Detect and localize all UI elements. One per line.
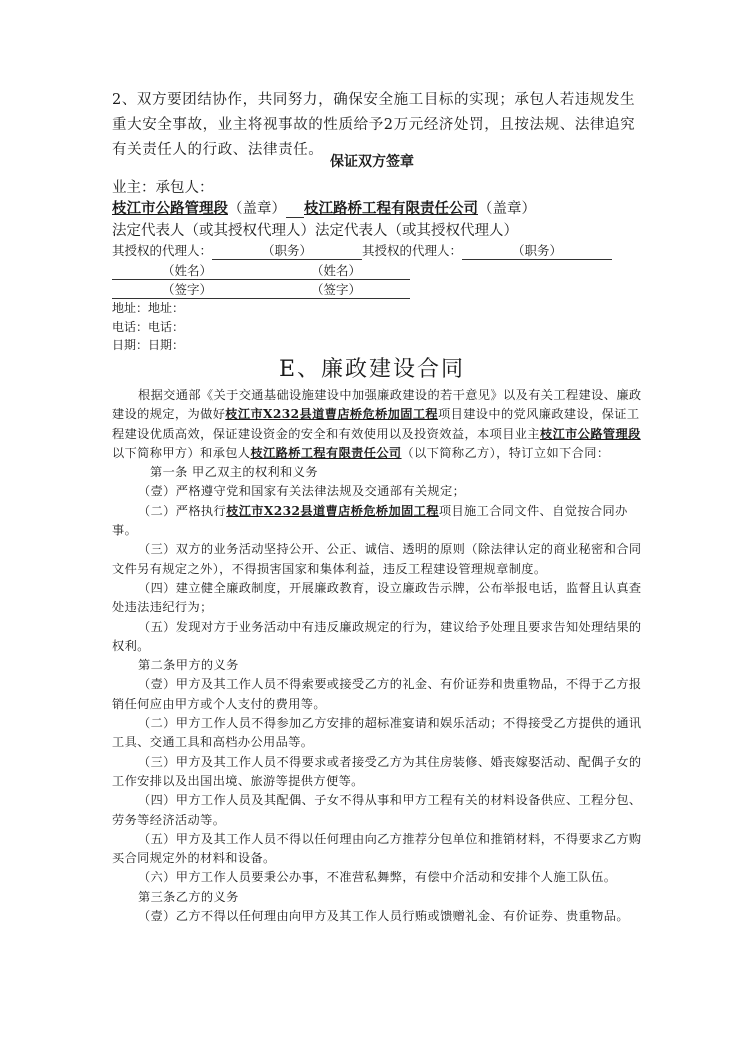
legal-representative-line: 法定代表人（或其授权代理人）法定代表人（或其授权代理人） (112, 223, 518, 239)
owner-name: 枝江市公路管理段 (112, 200, 228, 217)
owner-name-inline: 枝江市公路管理段 (539, 426, 641, 441)
intro-text-b: 项目建设中的党风廉政建设，保证工程建设优质高效，保证建设资金的安全和有效使用以及投资效益，本项目业主 (112, 407, 640, 441)
sign-field-contractor: （签字） (262, 280, 410, 299)
date-line: 日期：日期： (112, 338, 185, 352)
agent-label-contractor: 其授权的代理人： (362, 243, 463, 258)
article-2-item-3: （三）甲方及其工作人员不得要求或者接受乙方为其住房装修、婚丧嫁娶活动、配偶子女的工作安排以及出国出境、旅游等提供方便等。 (112, 754, 642, 788)
agent-label-owner: 其授权的代理人： (112, 243, 213, 258)
article-2-item-1: （壹）甲方及其工作人员不得索要或接受乙方的礼金、有价证券和贵重物品，不得于乙方报销任何应由甲方或个人支付的费用等。 (112, 677, 642, 711)
parties-line: 业主：承包人： (112, 180, 214, 196)
name-field-owner: （姓名） (112, 261, 262, 280)
owner-seal-label: （盖章） (228, 201, 286, 217)
contractor-seal-label: （盖章） (478, 201, 536, 217)
name-field-contractor: （姓名） (262, 261, 410, 280)
contractor-name-inline: 枝江路桥工程有限责任公司 (250, 445, 402, 460)
article-3-item-1: （壹）乙方不得以任何理由向甲方及其工作人员行贿或馈赠礼金、有价证券、贵重物品。 (138, 909, 629, 924)
agent-line (112, 241, 642, 260)
article-2-item-4: （四）甲方工作人员及其配偶、子女不得从事和甲方工程有关的材料设备供应、工程分包、劳务等经济活动等。 (112, 793, 642, 827)
position-field-contractor: （职务） (462, 241, 612, 260)
contractor-name: 枝江路桥工程有限责任公司 (304, 200, 478, 217)
item-2-text-b: 项目施工合同文件、自觉按合同办事。 (112, 503, 628, 538)
sign-line (112, 280, 642, 299)
item-2-text-a: （二）严格执行 (138, 503, 227, 518)
article-1-title: 第一条 甲乙双主的权利和义务 (150, 465, 318, 480)
article-2-item-5: （五）甲方及其工作人员不得以任何理由向乙方推荐分包单位和推销材料，不得要求乙方购买合同规定外的材料和设备。 (112, 831, 642, 866)
contract-body (112, 386, 644, 926)
contract-intro (112, 386, 644, 463)
contract-heading: E、廉政建设合同 (278, 357, 466, 382)
article-2-item-2: （二）甲方工作人员不得参加乙方安排的超标准宴请和娱乐活动；不得接受乙方提供的通讯工具、交通工具和高档办公用品等。 (112, 716, 642, 750)
project-name-inline: 枝江市X232县道曹店桥危桥加固工程 (226, 503, 439, 518)
intro-text-d: （以下简称乙方），特订立如下合同： (401, 445, 610, 460)
safety-clause-paragraph: 2、双方要团结协作，共同努力，确保安全施工目标的实现；承包人若违规发生重大安全事故，业主将视事故的性质给予2万元经济处罚，且按法规、法律追究有关责任人的行政、法律责任。 (112, 92, 636, 158)
article-2-title: 第二条甲方的义务 (138, 658, 239, 673)
name-line (112, 261, 642, 280)
party-names-line (112, 197, 642, 218)
sign-field-owner: （签字） (112, 280, 262, 299)
phone-line: 电话：电话： (112, 320, 185, 334)
position-field-owner: （职务） (212, 241, 362, 260)
project-name: 枝江市X232县道曹店桥危桥加固工程 (225, 407, 439, 422)
intro-text-a: 根据交通部《关于交通基础设施建设中加强廉政建设的若干意见》以及有关工程建设、廉政建设的规定，为做好 (112, 388, 642, 422)
article-1-item-2 (112, 502, 644, 541)
article-2-item-6: （六）甲方工作人员要秉公办事，不准营私舞弊，有偿中介活动和安排个人施工队伍。 (138, 870, 617, 885)
article-1-item-3: （三）双方的业务活动坚持公开、公正、诚信、透明的原则（除法律认定的商业秘密和合同文件另有规定之外），不得损害国家和集体利益，违反工程建设管理规章制度。 (112, 542, 642, 576)
article-1-item-1: （壹）严格遵守党和国家有关法律法规及交通部有关规定； (138, 484, 466, 499)
blank-line (286, 201, 304, 218)
intro-text-c: 以下简称甲方）和承包人 (112, 445, 251, 460)
article-1-item-5: （五）发现对方于业务活动中有违反廉政规定的行为，建议给予处理且要求告知处理结果的权利。 (112, 619, 642, 653)
address-line: 地址：地址： (112, 301, 185, 315)
article-1-item-4: （四）建立健全廉政制度，开展廉政教育，设立廉政告示牌，公布举报电话，监督且认真查处违法违纪行为； (112, 580, 642, 615)
article-3-title: 第三条乙方的义务 (138, 889, 239, 904)
signature-section-title: 保证双方签章 (330, 154, 414, 170)
